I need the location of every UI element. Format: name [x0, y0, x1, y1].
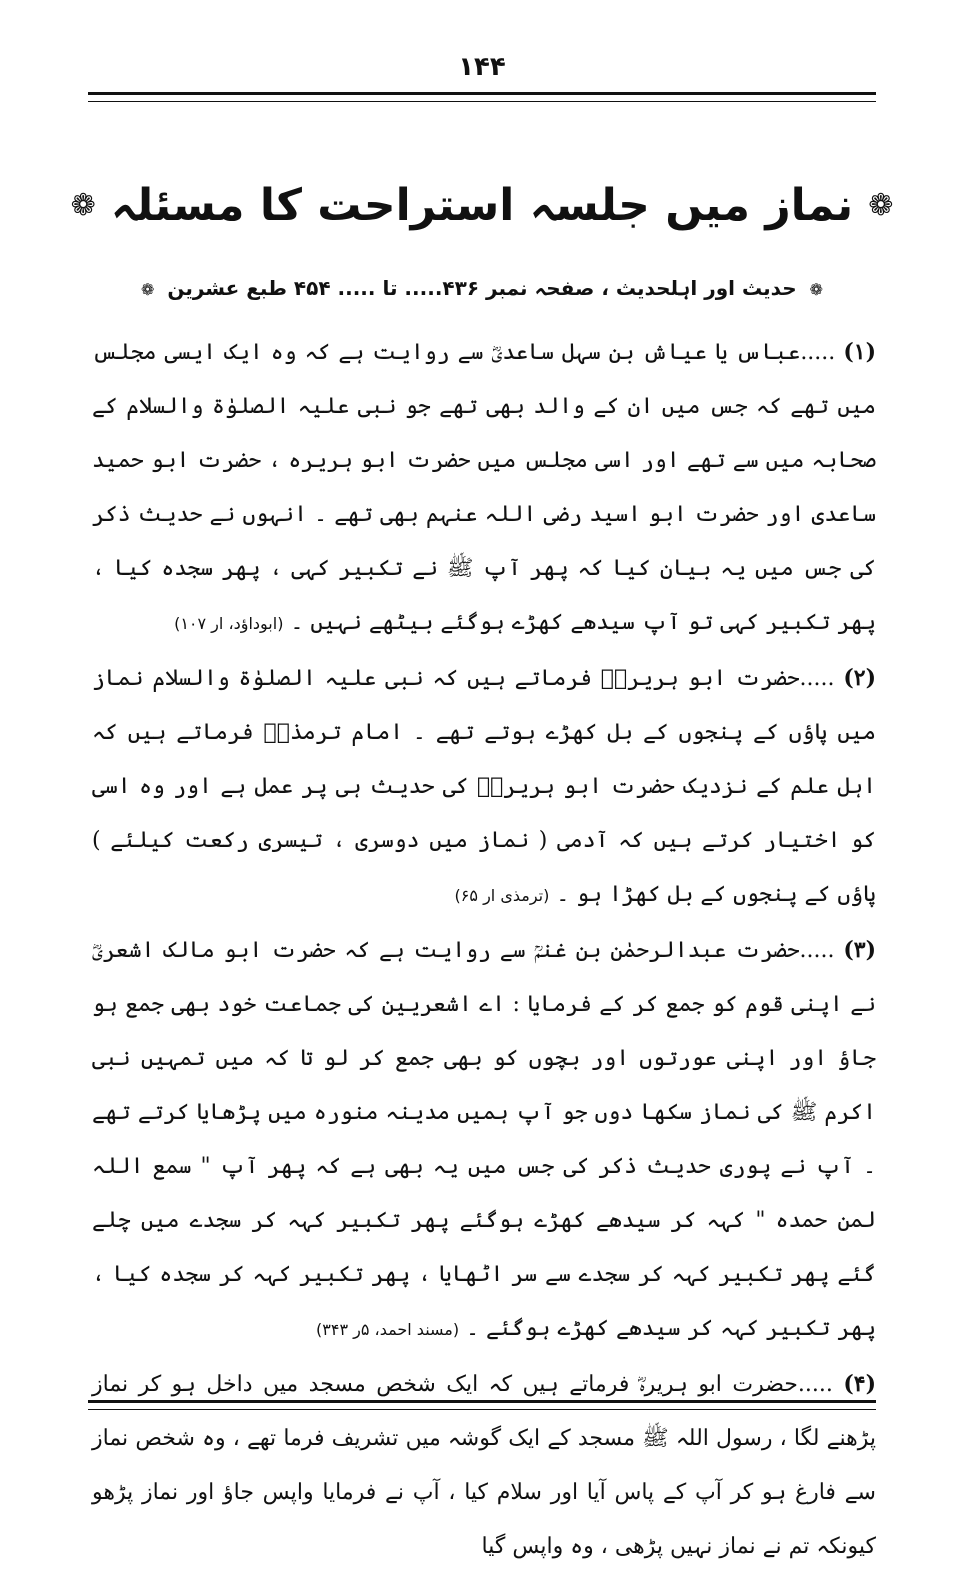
paragraph-text: .....عباس یا عیاش بن سہل ساعدیؓ سے روایت ہے کہ وہ ایک ایسی مجلس میں تھے کہ جس میں ان کے والد بھی تھے جو نبی علیہ الصلوٰۃ والسلام کے صحابہ میں سے تھے اور اسی مجلس میں حضرت ابو ہریرہ ، حضرت ابو حمید ساعدی اور حضرت ابو اسید رضی اللہ عنہم بھی تھے ۔ انہوں نے حدیث ذکر کی جس میں یہ بیان کیا کہ پھر آپ ﷺ نے تکبیر کہی ، پھر سجدہ کیا ، پھر تکبیر کہی تو آپ سیدھے کھڑے ہوگئے بیٹھے نہیں ۔ — [92, 340, 876, 635]
citation: (مسند احمد، ۵ر ۳۴۳) — [316, 1320, 460, 1339]
hadith-paragraph-2 — [92, 651, 876, 923]
paragraph-text: .....حضرت عبدالرحمٰن بن غنمؒ سے روایت ہے کہ حضرت ابو مالک اشعریؓ نے اپنی قوم کو جمع کر کے فرمایا : اے اشعریین کی جماعت خود بھی جمع ہو جاؤ اور اپنی عورتوں اور بچوں کو بھی جمع کر لو تا کہ میں تمہیں نبی اکرم ﷺ کی نماز سکھا دوں جو آپ ہمیں مدینہ منورہ میں پڑھایا کرتے تھے ۔ آپ نے پوری حدیث ذکر کی جس میں یہ بھی ہے کہ پھر آپ " سمع اللہ لمن حمدہ " کہہ کر سیدھے کھڑے ہوگئے پھر تکبیر کہہ کر سجدے میں چلے گئے پھر تکبیر کہہ کر سجدے سے سر اٹھایا ، پھر تکبیر کہہ کر سجدہ کیا ، پھر تکبیر کہہ کر سیدھے کھڑے ہوگئے ۔ — [92, 938, 876, 1341]
ornament-right-icon: ❁ — [868, 188, 894, 223]
paragraph-number: (۳) — [843, 937, 876, 963]
ornament-left-icon: ❁ — [70, 188, 96, 223]
hadith-paragraph-1 — [92, 325, 876, 651]
paragraph-number: (۱) — [843, 339, 877, 365]
paragraph-number: (۴) — [843, 1371, 876, 1397]
citation: (ترمذی ار ۶۵) — [454, 886, 550, 905]
hadith-paragraph-4 — [92, 1357, 876, 1575]
sub-ornament-right-icon: ❁ — [809, 280, 824, 299]
sub-ornament-left-icon: ❁ — [140, 280, 155, 299]
chapter-title: نماز میں جلسہ استراحت کا مسئلہ — [110, 180, 854, 231]
hadith-paragraph-3 — [92, 923, 876, 1357]
citation: (ابوداؤد، ار ۱۰۷) — [174, 614, 284, 633]
page-number: ۱۴۴ — [458, 52, 506, 82]
source-reference: حدیث اور اہلحدیث ، صفحہ نمبر ۴۳۶..... تا ..... ۴۵۴ طبع عشرین — [167, 276, 797, 300]
paragraph-text: .....حضرت ابو ہریرہؓ فرماتے ہیں کہ نبی علیہ الصلوٰۃ والسلام نماز میں پاؤں کے پنجوں کے بل کھڑے ہوتے تھے ۔ امام ترمذیؒ فرماتے ہیں کہ اہل علم کے نزدیک حضرت ابو ہریرہؓ کی حدیث ہی پر عمل ہے اور وہ اسی کو اختیار کرتے ہیں کہ آدمی ( نماز میں دوسری ، تیسری رکعت کیلئے ) پاؤں کے پنجوں کے بل کھڑا ہو ۔ — [92, 666, 876, 907]
chapter-heading — [0, 180, 964, 231]
footer-double-rule — [88, 1400, 876, 1410]
source-reference-line — [0, 276, 964, 300]
paragraph-text: .....حضرت ابو ہریرہؓ فرماتے ہیں کہ ایک شخص مسجد میں داخل ہو کر نماز پڑھنے لگا ، رسول اللہ ﷺ مسجد کے ایک گوشہ میں تشریف فرما تھے ، وہ شخص نماز سے فارغ ہو کر آپ کے پاس آیا اور سلام کیا ، آپ نے فرمایا واپس جاؤ اور نماز پڑھو کیونکہ تم نے نماز نہیں پڑھی ، وہ واپس گیا — [92, 1372, 876, 1559]
paragraph-number: (۲) — [843, 665, 876, 691]
header-double-rule — [88, 92, 876, 102]
body-text — [92, 325, 876, 1575]
